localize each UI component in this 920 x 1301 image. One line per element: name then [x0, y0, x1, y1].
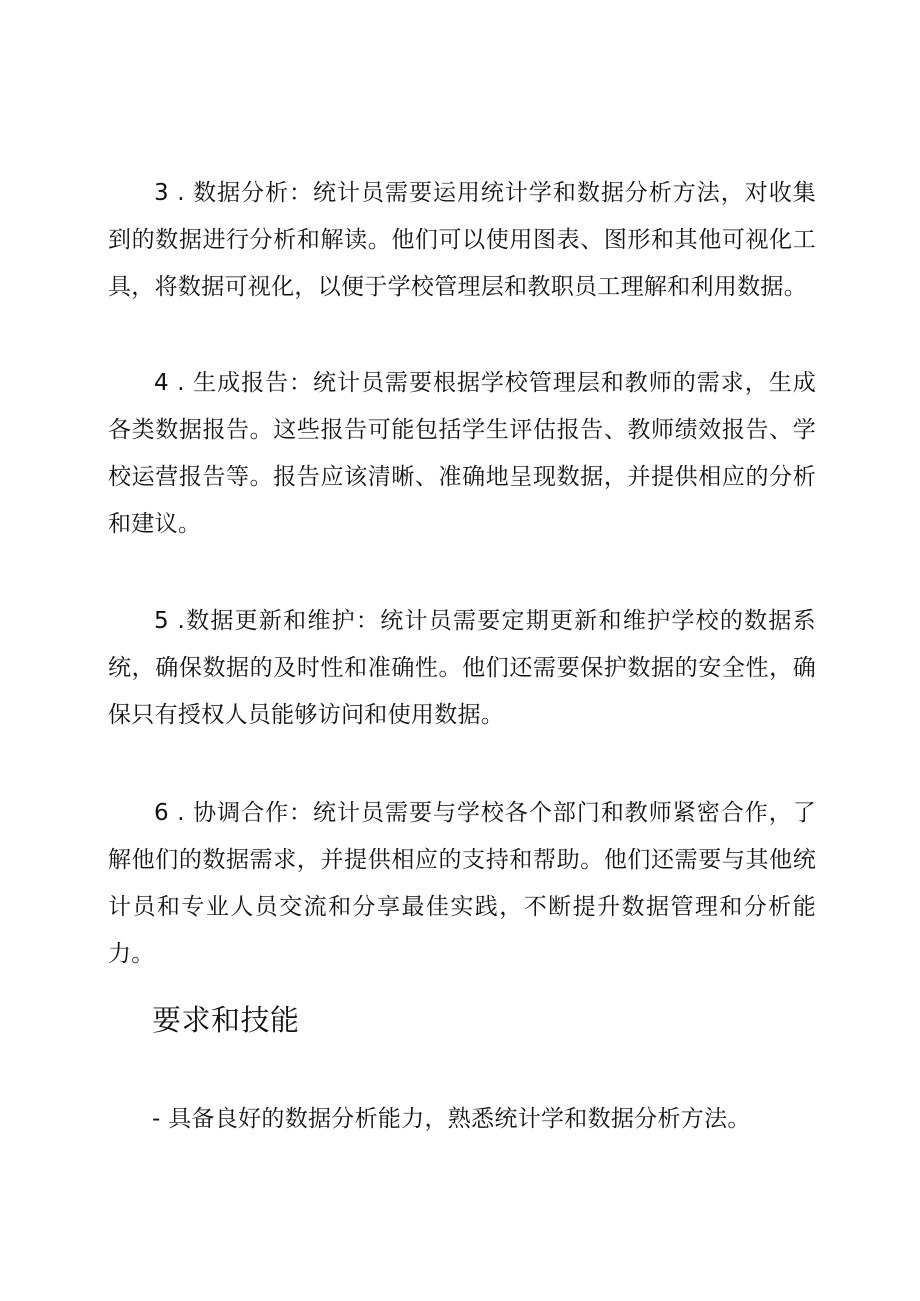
section-heading-requirements: 要求和技能 — [152, 1003, 300, 1037]
paragraph-data-maintenance: 5 .数据更新和维护：统计员需要定期更新和维护学校的数据系统，确保数据的及时性和准确性。他们还需要保护数据的安全性，确保只有授权人员能够访问和使用数据。 — [108, 608, 816, 728]
paragraph-report-generation: 4 . 生成报告：统计员需要根据学校管理层和教师的需求，生成各类数据报告。这些报告可能包括学生评估报告、教师绩效报告、学校运营报告等。报告应该清晰、准确地呈现数据，并提供相应的分析和建议。 — [108, 370, 816, 537]
paragraph-data-analysis: 3 . 数据分析：统计员需要运用统计学和数据分析方法，对收集到的数据进行分析和解读。他们可以使用图表、图形和其他可视化工具，将数据可视化，以便于学校管理层和教职员工理解和利用数据。 — [108, 180, 816, 300]
requirement-item: - 具备良好的数据分析能力，熟悉统计学和数据分析方法。 — [152, 1106, 751, 1132]
paragraph-coordination: 6 . 协调合作：统计员需要与学校各个部门和教师紧密合作，了解他们的数据需求，并提供相应的支持和帮助。他们还需要与其他统计员和专业人员交流和分享最佳实践，不断提升数据管理和分析能力。 — [108, 800, 816, 967]
